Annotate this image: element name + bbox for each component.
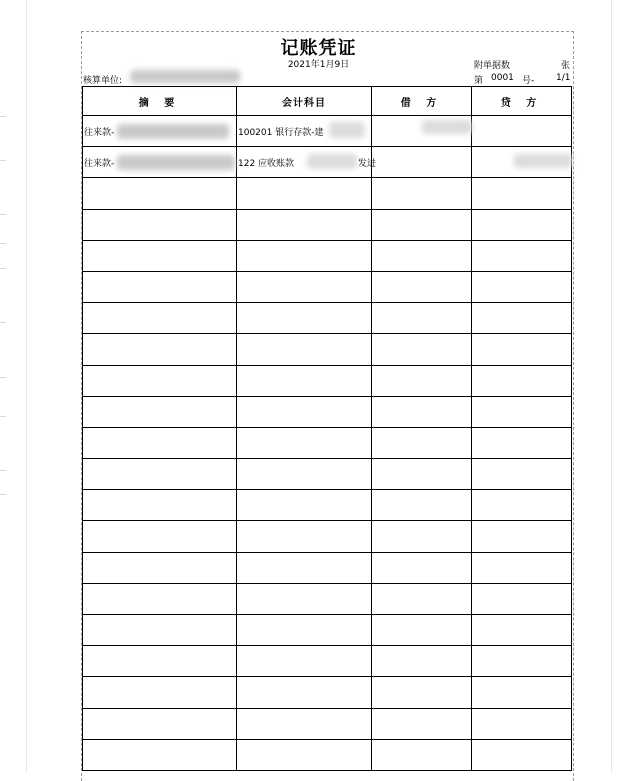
- cell-summary: [83, 427, 237, 458]
- unit-name-redacted: [130, 70, 240, 83]
- cell-debit: [372, 490, 472, 521]
- row-1-account: [237, 116, 372, 147]
- cell-credit: [472, 303, 572, 334]
- row-2-account-tail: 发进: [358, 159, 377, 170]
- table-row-empty: [83, 334, 572, 365]
- attachments-label: 附单据数: [474, 61, 511, 71]
- cell-debit: [372, 303, 472, 334]
- header-summary: 摘 要: [83, 87, 237, 116]
- redacted-text: [117, 155, 235, 170]
- cell-credit: [472, 646, 572, 677]
- cell-account: [237, 521, 372, 552]
- cell-credit: [472, 271, 572, 302]
- cell-summary: [83, 552, 237, 583]
- cell-credit: [472, 427, 572, 458]
- cell-credit: [472, 396, 572, 427]
- cell-summary: [83, 739, 237, 770]
- table-row-empty: [83, 677, 572, 708]
- row-1-account-text: 100201 银行存款-建: [238, 127, 324, 138]
- cell-account: [237, 490, 372, 521]
- cell-debit: [372, 615, 472, 646]
- redacted-text: [117, 124, 229, 139]
- cell-credit: [472, 739, 572, 770]
- cell-summary: [83, 490, 237, 521]
- voucher-number: 0001: [491, 73, 514, 83]
- cell-debit: [372, 739, 472, 770]
- page-edge-left: [26, 0, 27, 773]
- table-header-row: [83, 87, 572, 116]
- table-row: [83, 116, 572, 147]
- header-debit: 借 方: [372, 87, 472, 116]
- redacted-text: [329, 122, 365, 138]
- cell-credit: [472, 365, 572, 396]
- cell-credit: [472, 677, 572, 708]
- cell-summary: [83, 708, 237, 739]
- cell-account: [237, 240, 372, 271]
- row-1-debit: [372, 116, 472, 147]
- cell-account: [237, 552, 372, 583]
- cell-debit: [372, 209, 472, 240]
- redacted-text: [307, 154, 357, 169]
- cell-account: [237, 427, 372, 458]
- number-prefix: 第: [474, 76, 484, 86]
- cell-summary: [83, 615, 237, 646]
- row-2-debit: [372, 147, 472, 178]
- cell-debit: [372, 240, 472, 271]
- header-credit: 贷 方: [472, 87, 572, 116]
- table-row-empty: [83, 209, 572, 240]
- number-suffix: 号-: [522, 76, 535, 86]
- cell-summary: [83, 365, 237, 396]
- cell-debit: [372, 396, 472, 427]
- table-row-empty: [83, 583, 572, 614]
- cell-debit: [372, 583, 472, 614]
- cell-debit: [372, 178, 472, 209]
- cell-summary: [83, 303, 237, 334]
- cell-credit: [472, 521, 572, 552]
- row-2-summary-text: 往来款-: [84, 158, 115, 169]
- cell-debit: [372, 552, 472, 583]
- table-row-empty: [83, 396, 572, 427]
- table-row-empty: [83, 739, 572, 770]
- cell-summary: [83, 334, 237, 365]
- cell-credit: [472, 334, 572, 365]
- cell-credit: [472, 459, 572, 490]
- cell-summary: [83, 396, 237, 427]
- cell-account: [237, 739, 372, 770]
- cell-debit: [372, 646, 472, 677]
- cell-debit: [372, 459, 472, 490]
- redacted-amount: [422, 120, 472, 134]
- cell-credit: [472, 552, 572, 583]
- table-row-empty: [83, 271, 572, 302]
- table-row-empty: [83, 708, 572, 739]
- cell-summary: [83, 459, 237, 490]
- attachments-unit: 张: [561, 61, 571, 71]
- cell-account: [237, 459, 372, 490]
- cell-debit: [372, 708, 472, 739]
- cell-account: [237, 646, 372, 677]
- redacted-amount: [514, 154, 572, 168]
- voucher-date: 2021年1月9日: [287, 60, 350, 70]
- cell-account: [237, 334, 372, 365]
- cell-account: [237, 396, 372, 427]
- cell-credit: [472, 708, 572, 739]
- cell-account: [237, 303, 372, 334]
- header-account: 会计科目: [237, 87, 372, 116]
- cell-summary: [83, 271, 237, 302]
- cell-summary: [83, 521, 237, 552]
- voucher-title: 记账凭证: [280, 38, 357, 59]
- table-row-empty: [83, 459, 572, 490]
- cell-summary: [83, 209, 237, 240]
- cell-summary: [83, 583, 237, 614]
- cell-credit: [472, 615, 572, 646]
- cell-credit: [472, 209, 572, 240]
- table-row-empty: [83, 365, 572, 396]
- row-2-account-text: 122 应收账款: [238, 158, 295, 169]
- row-1-summary-text: 往来款-: [84, 127, 115, 138]
- cell-debit: [372, 271, 472, 302]
- row-1-summary: [83, 116, 237, 147]
- table-row-empty: [83, 240, 572, 271]
- cell-debit: [372, 334, 472, 365]
- cell-debit: [372, 677, 472, 708]
- cell-account: [237, 271, 372, 302]
- cell-account: [237, 677, 372, 708]
- table-row-empty: [83, 303, 572, 334]
- table-row-empty: [83, 615, 572, 646]
- table-row: [83, 147, 572, 178]
- unit-label: 核算单位:: [83, 76, 123, 86]
- row-2-summary: [83, 147, 237, 178]
- cell-account: [237, 209, 372, 240]
- cell-credit: [472, 583, 572, 614]
- cell-summary: [83, 240, 237, 271]
- cell-summary: [83, 677, 237, 708]
- table-row-empty: [83, 646, 572, 677]
- table-row-empty: [83, 427, 572, 458]
- cell-summary: [83, 178, 237, 209]
- cell-credit: [472, 490, 572, 521]
- cell-account: [237, 583, 372, 614]
- table-row-empty: [83, 552, 572, 583]
- cell-debit: [372, 521, 472, 552]
- table-row-empty: [83, 178, 572, 209]
- cell-account: [237, 178, 372, 209]
- table-row-empty: [83, 521, 572, 552]
- row-2-account: [237, 147, 377, 178]
- cell-account: [237, 708, 372, 739]
- page-edge-right: [611, 0, 612, 773]
- cell-credit: [472, 240, 572, 271]
- cell-debit: [372, 427, 472, 458]
- cell-account: [237, 365, 372, 396]
- voucher-table: [82, 86, 572, 771]
- cell-summary: [83, 646, 237, 677]
- cell-debit: [372, 365, 472, 396]
- page-indicator: 1/1: [556, 73, 571, 83]
- row-2-credit: [472, 147, 572, 178]
- row-1-credit: [472, 116, 572, 147]
- cell-credit: [472, 178, 572, 209]
- table-row-empty: [83, 490, 572, 521]
- cell-account: [237, 615, 372, 646]
